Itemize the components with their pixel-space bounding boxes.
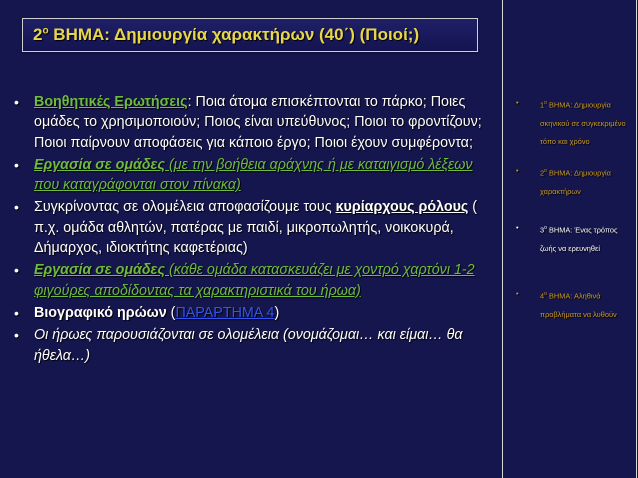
title-sup: ο <box>42 25 49 37</box>
step-4-number: 4 <box>540 291 545 301</box>
paren-close: ) <box>274 304 280 321</box>
bullet-group-work-1 <box>12 155 490 196</box>
step-2-number: 2 <box>540 168 545 178</box>
helper-questions-text: : Ποια άτομα επισκέπτονται το πάρκο; Ποιες ομάδες το χρησιμοποιούν; Ποιος είναι υπεύθυνος; Ποιοι το φροντίζουν; Ποιοι παίρνουν αποφάσεις για κάποιο έργο; Ποιοι έχουν συμφέροντα; <box>34 94 482 151</box>
dominant-roles-term: κυρίαρχους ρόλους <box>335 199 469 216</box>
bullet-hero-biography <box>12 303 490 323</box>
bullet-glyph: • <box>14 304 19 321</box>
bullet-glyph: • <box>516 223 519 233</box>
step-1-sup: ο <box>544 100 547 106</box>
bullet-glyph: • <box>14 262 19 279</box>
step-1-label: ΒΗΜΑ: Δημιουργία σκηνικού σε συγκεκριμένο τόπο και χρόνο <box>540 100 626 147</box>
group-work-text: (με την βοήθεια αράχνης ή με καταιγισμό λέξεων που καταγράφονται στον πίνακα) <box>34 156 473 194</box>
bullet-glyph: • <box>516 98 519 107</box>
step-4-sup: ο <box>544 290 547 297</box>
step-3-sup: ο <box>544 225 547 232</box>
appendix-4-link[interactable]: ΠΑΡΑΡΤΗΜΑ 4 <box>175 304 275 321</box>
step-3-item <box>510 219 628 258</box>
page-title <box>33 25 419 45</box>
step-3-number: 3 <box>540 225 545 235</box>
bullet-glyph: • <box>14 156 19 173</box>
step-2-label: ΒΗΜΑ: Δημιουργία χαρακτήρων <box>540 168 611 196</box>
bullet-group-work-2 <box>12 260 490 301</box>
bullet-glyph: • <box>14 94 19 110</box>
step-2-sup: ο <box>544 167 547 174</box>
group-work-heading: Εργασία σε ομάδες <box>34 156 166 173</box>
title-box <box>22 18 478 52</box>
steps-sidebar <box>510 94 628 324</box>
hero-biography-label: Βιογραφικό ηρώων <box>34 304 167 321</box>
step-4-item <box>510 285 628 324</box>
bullet-glyph: • <box>516 165 519 175</box>
helper-questions-heading: Βοηθητικές Ερωτήσεις <box>34 94 188 110</box>
title-number: 2 <box>33 25 43 44</box>
step-1-number: 1 <box>540 100 545 110</box>
main-bullet-list <box>12 92 490 368</box>
group-work-heading: Εργασία σε ομάδες <box>34 262 166 279</box>
step-1-item <box>510 94 628 152</box>
step-3-label: ΒΗΜΑ: Ένας τρόπος ζωής να ερευνηθεί <box>540 225 618 254</box>
heroes-presented-text: Οι ήρωες παρουσιάζονται σε ολομέλεια (ονομάζομαι… και είμαι… θα ήθελα…) <box>34 327 463 364</box>
dominant-roles-intro: Συγκρίνοντας σε ολομέλεια αποφασίζουμε τους <box>34 199 336 216</box>
step-4-label: ΒΗΜΑ: Αληθινά προβλήματα να λυθούν <box>540 291 617 319</box>
step-2-item <box>510 162 628 201</box>
divider-line-left <box>502 0 503 478</box>
dominant-roles-examples: ( π.χ. ομάδα αθλητών, πατέρας με παιδί, μικροπωλητής, νοικοκυρά, Δήμαρχος, ιδιοκτήτης καφετέριας) <box>34 199 478 257</box>
title-label: ΒΗΜΑ: Δημιουργία χαρακτήρων (40΄) (Ποιοί;) <box>48 25 420 44</box>
bullet-glyph: • <box>14 199 19 216</box>
bullet-dominant-roles <box>12 197 490 258</box>
bullet-glyph: • <box>516 288 519 298</box>
divider-line-right <box>636 0 637 478</box>
bullet-helper-questions <box>12 92 490 153</box>
paren-open: ( <box>166 304 176 321</box>
bullet-glyph: • <box>14 327 19 344</box>
bullet-heroes-presented <box>12 325 490 366</box>
group-work-text: (κάθε ομάδα κατασκευάζει με χοντρό χαρτόνι 1-2 φιγούρες αποδίδοντας τα χαρακτηριστικά του ήρωα) <box>34 262 475 299</box>
